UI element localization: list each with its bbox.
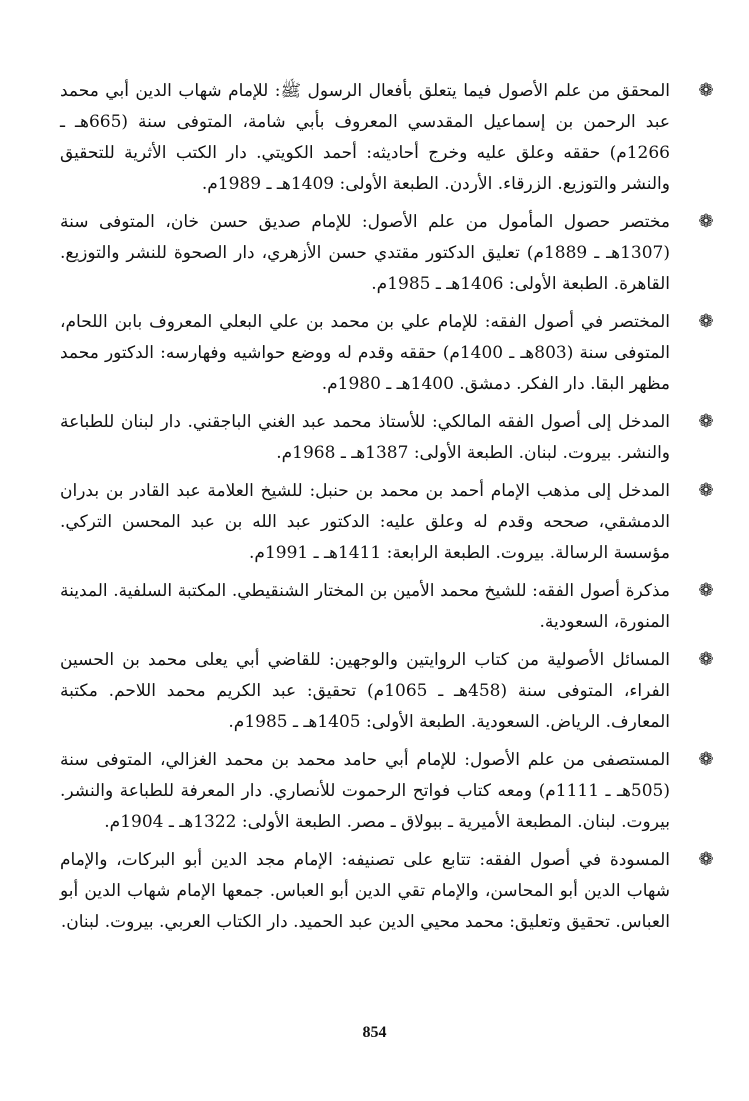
- flower-bullet-icon: ❁: [698, 849, 714, 870]
- flower-bullet-icon: ❁: [698, 211, 714, 232]
- bibliography-entry: [60, 407, 714, 469]
- flower-bullet-icon: ❁: [698, 649, 714, 670]
- entry-text: المستصفى من علم الأصول: للإمام أبي حامد محمد بن محمد الغزالي، المتوفى سنة (505هـ ـ 1111م) ومعه كتاب فواتح الرحموت للأنصاري. دار المعرفة للطباعة والنشر. بيروت. لبنان. المطبعة الأميرية ـ ببولاق ـ مصر. الطبعة الأولى: 1322هـ ـ 1904م.: [60, 750, 670, 832]
- entry-text: المحقق من علم الأصول فيما يتعلق بأفعال الرسول ﷺ: للإمام شهاب الدين أبي محمد عبد الرحمن بن إسماعيل المقدسي المعروف بأبي شامة، المتوفى سنة (665هـ ـ 1266م) حققه وعلق عليه وخرج أحاديثه: أحمد الكويتي. دار الكتب الأثرية للتحقيق والنشر والتوزيع. الزرقاء. الأردن. الطبعة الأولى: 1409هـ ـ 1989م.: [60, 81, 670, 194]
- flower-bullet-icon: ❁: [698, 80, 714, 101]
- flower-bullet-icon: ❁: [698, 480, 714, 501]
- entry-text: المسائل الأصولية من كتاب الروايتين والوجهين: للقاضي أبي يعلى محمد بن الحسين الفراء، المتوفى سنة (458هـ ـ 1065م) تحقيق: عبد الكريم محمد اللاحم. مكتبة المعارف. الرياض. السعودية. الطبعة الأولى: 1405هـ ـ 1985م.: [60, 650, 671, 732]
- bibliography-entry: [60, 476, 714, 569]
- bibliography-entry: [60, 745, 714, 838]
- entry-text: المدخل إلى أصول الفقه المالكي: للأستاذ محمد عبد الغني الباجقني. دار لبنان للطباعة والنشر. بيروت. لبنان. الطبعة الأولى: 1387هـ ـ 1968م.: [60, 412, 670, 463]
- flower-bullet-icon: ❁: [698, 749, 714, 770]
- entry-text: المختصر في أصول الفقه: للإمام علي بن محمد بن علي البعلي المعروف بابن اللحام، المتوفى سنة (803هـ ـ 1400م) حققه وقدم له ووضع حواشيه وفهارسه: الدكتور محمد مظهر البقا. دار الفكر. دمشق. 1400هـ ـ 1980م.: [60, 312, 671, 394]
- flower-bullet-icon: ❁: [698, 580, 714, 601]
- flower-bullet-icon: ❁: [698, 411, 714, 432]
- entry-text: مختصر حصول المأمول من علم الأصول: للإمام صديق حسن خان، المتوفى سنة (1307هـ ـ 1889م) تعليق الدكتور مقتدي حسن الأزهري، دار الصحوة للنشر والتوزيع. القاهرة. الطبعة الأولى: 1406هـ ـ 1985م.: [60, 212, 671, 294]
- bibliography-entry: [60, 307, 714, 400]
- bibliography-list: [60, 76, 714, 938]
- flower-bullet-icon: ❁: [698, 311, 714, 332]
- bibliography-entry: [60, 576, 714, 638]
- entry-text: مذكرة أصول الفقه: للشيخ محمد الأمين بن المختار الشنقيطي. المكتبة السلفية. المدينة المنورة، السعودية.: [60, 581, 670, 632]
- bibliography-entry: [60, 845, 714, 938]
- bibliography-entry: [60, 207, 714, 300]
- page-body: [60, 76, 714, 1076]
- bibliography-entry: [60, 76, 714, 200]
- bibliography-entry: [60, 645, 714, 738]
- entry-text: المدخل إلى مذهب الإمام أحمد بن محمد بن حنبل: للشيخ العلامة عبد القادر بن بدران الدمشقي، صححه وقدم له وعلق عليه: الدكتور عبد الله بن عبد المحسن التركي. مؤسسة الرسالة. بيروت. الطبعة الرابعة: 1411هـ ـ 1991م.: [60, 481, 670, 563]
- page-number: 854: [362, 1024, 387, 1041]
- entry-text: المسودة في أصول الفقه: تتابع على تصنيفه: الإمام مجد الدين أبو البركات، والإمام شهاب الدين أبو المحاسن، والإمام تقي الدين أبو العباس. جمعها الإمام شهاب الدين أبو العباس. تحقيق وتعليق: محمد محيي الدين عبد الحميد. دار الكتاب العربي. بيروت. لبنان.: [60, 850, 670, 932]
